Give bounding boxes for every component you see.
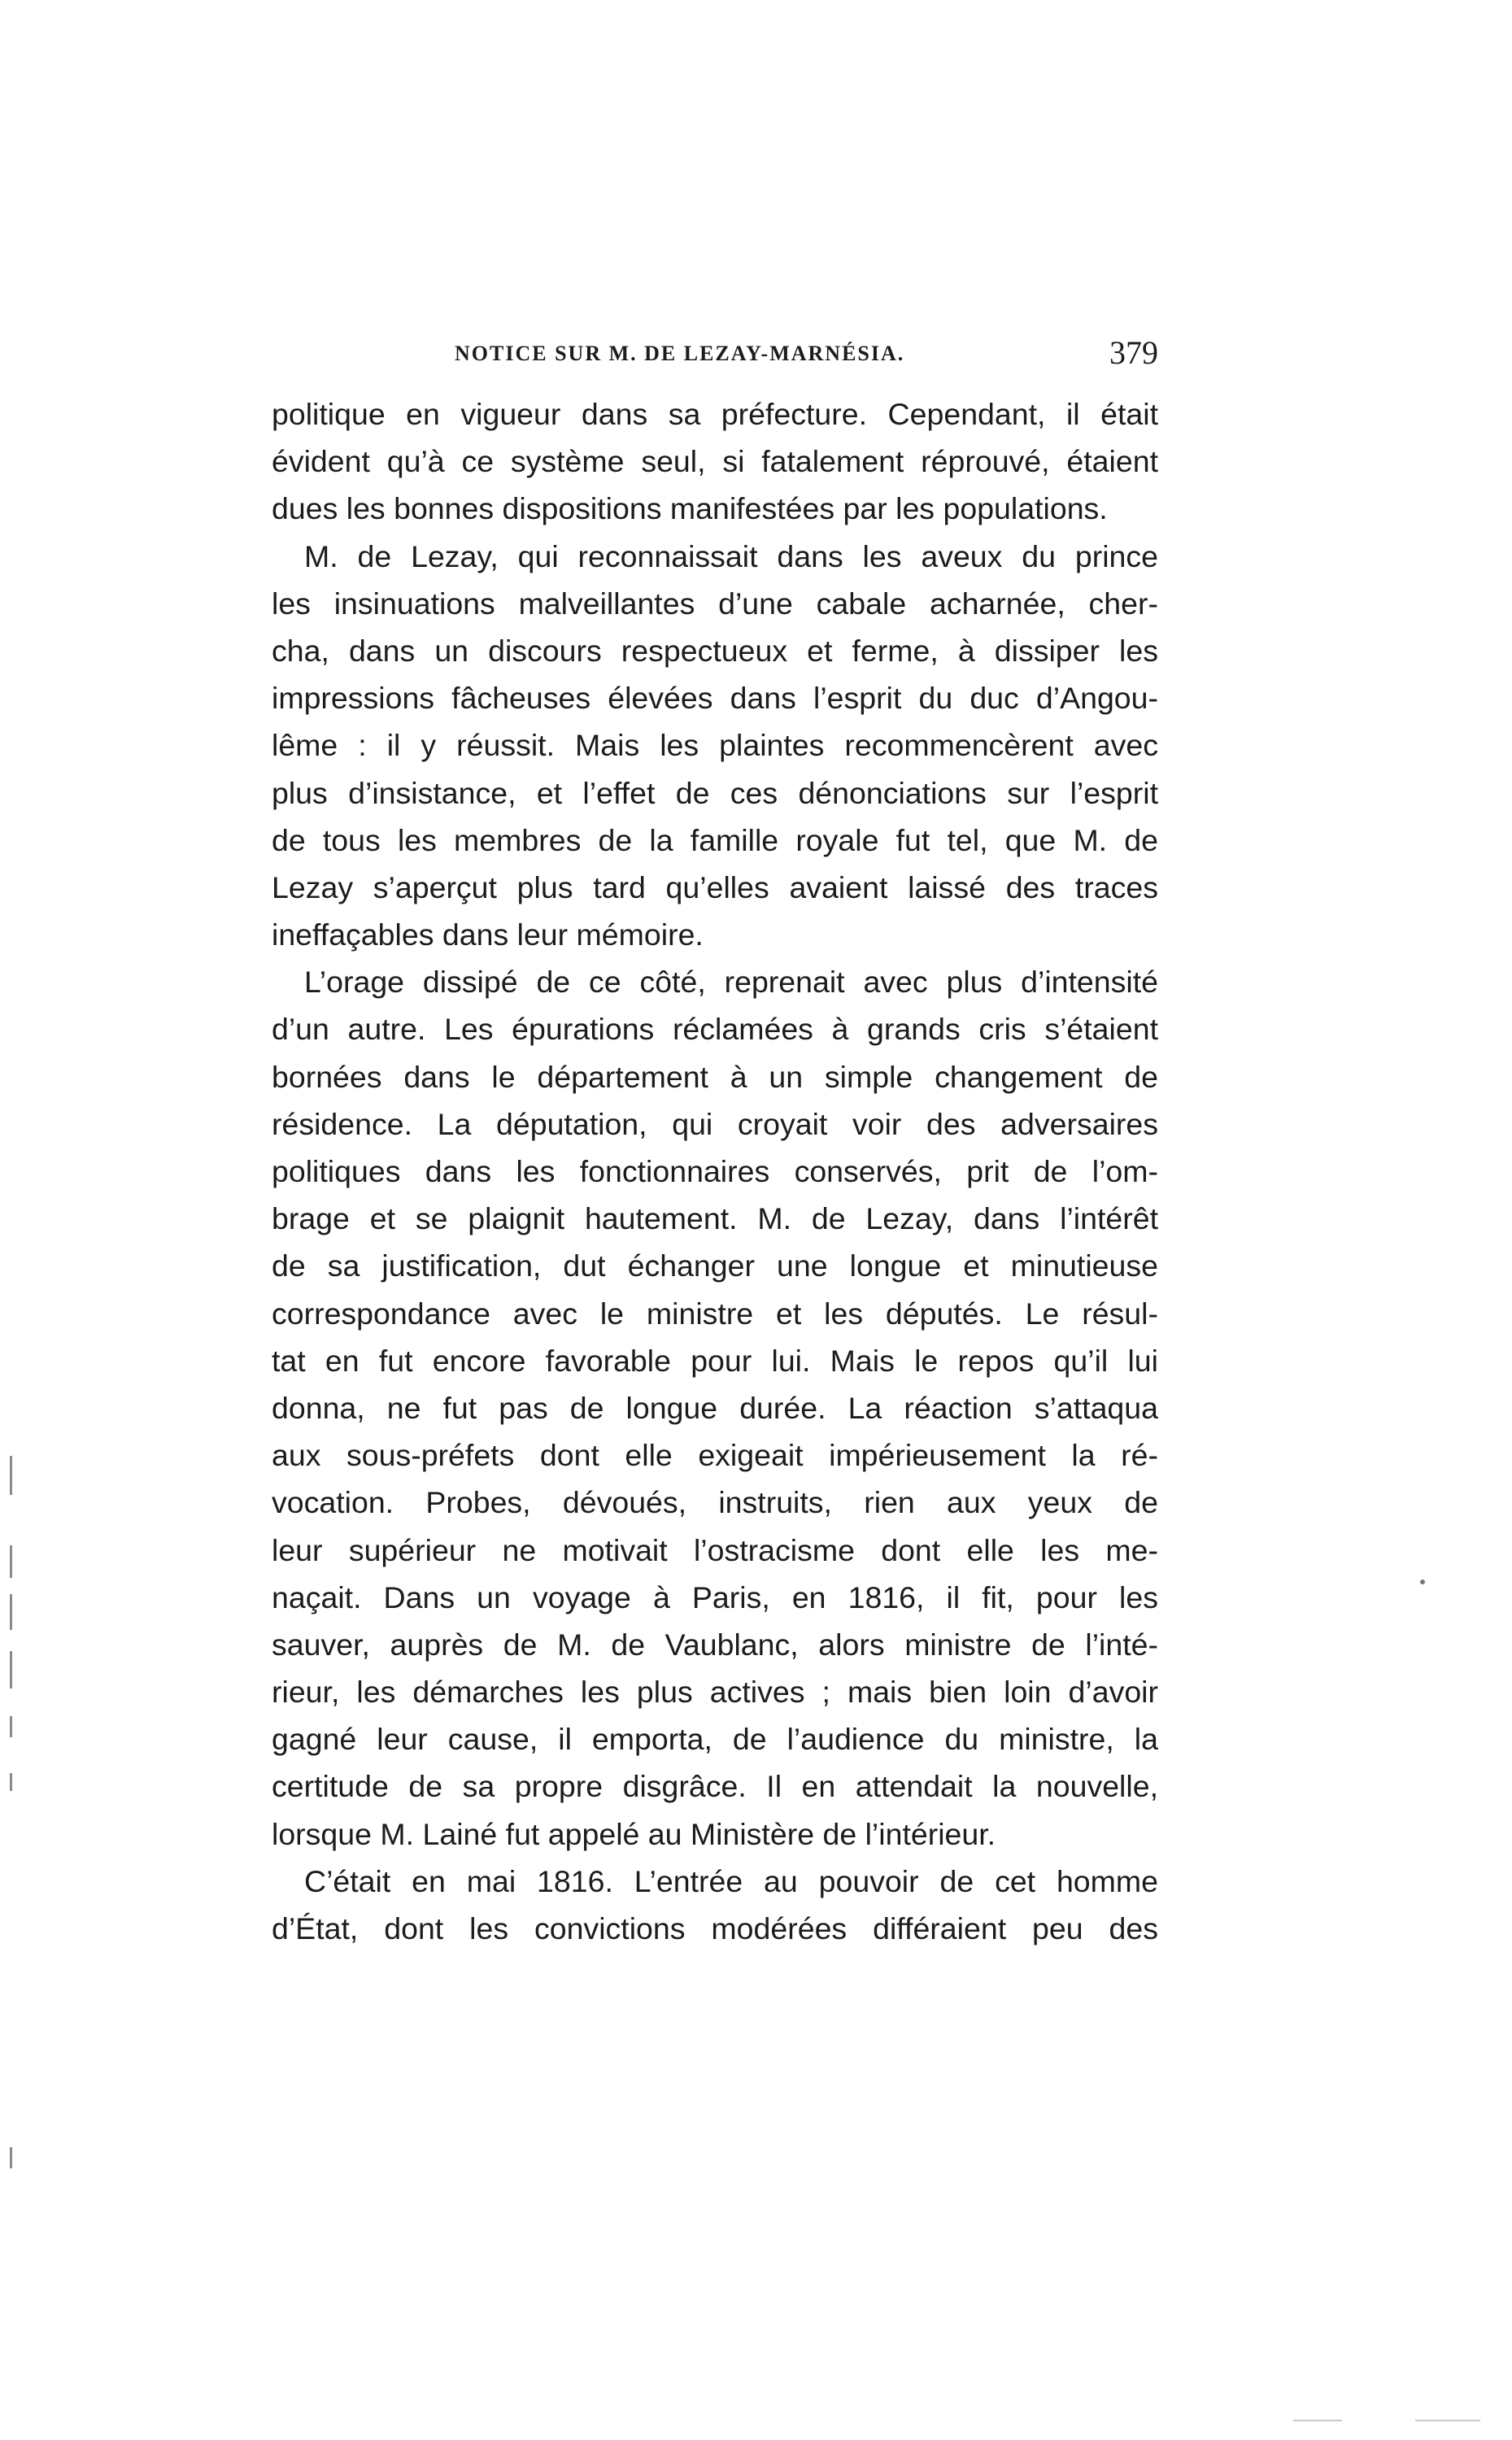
text-line: donna, ne fut pas de longue durée. La réaction s’attaqua bbox=[272, 1390, 1158, 1425]
text-line: politique en vigueur dans sa préfecture. Cependant, il était bbox=[272, 397, 1158, 431]
text-line: de tous les membres de la famille royale fut tel, que M. de bbox=[272, 822, 1158, 857]
text-line: d’État, dont les convictions modérées différaient peu des bbox=[272, 1911, 1158, 1945]
text-line: bornées dans le département à un simple changement de bbox=[272, 1059, 1158, 1094]
scan-edge-mark bbox=[1293, 2420, 1342, 2421]
scan-margin-mark bbox=[10, 1594, 12, 1630]
text-line: vocation. Probes, dévoués, instruits, rien aux yeux de bbox=[272, 1485, 1158, 1520]
text-line: L’orage dissipé de ce côté, reprenait avec plus d’intensité bbox=[304, 965, 1158, 1000]
text-line: d’un autre. Les épurations réclamées à grands cris s’étaient bbox=[272, 1012, 1158, 1047]
text-line: rieur, les démarches les plus actives ; mais bien loin d’avoir bbox=[272, 1675, 1158, 1710]
text-line: naçait. Dans un voyage à Paris, en 1816, il fit, pour les bbox=[272, 1579, 1158, 1614]
scan-edge-mark bbox=[1415, 2420, 1480, 2421]
text-line: gagné leur cause, il emporta, de l’audience du ministre, la bbox=[272, 1722, 1158, 1757]
text-line: leur supérieur ne motivait l’ostracisme dont elle les me- bbox=[272, 1532, 1158, 1567]
text-line: ineffaçables dans leur mémoire. bbox=[272, 917, 704, 952]
body-text bbox=[272, 390, 1158, 1952]
text-line: correspondance avec le ministre et les députés. Le résul- bbox=[272, 1296, 1158, 1331]
text-line: les insinuations malveillantes d’une cabale acharnée, cher- bbox=[272, 586, 1158, 621]
text-line: lême : il y réussit. Mais les plaintes recommencèrent avec bbox=[272, 728, 1158, 763]
text-line: Lezay s’aperçut plus tard qu’elles avaient laissé des traces bbox=[272, 869, 1158, 904]
scan-margin-mark bbox=[10, 1545, 12, 1578]
text-line: impressions fâcheuses élevées dans l’esprit du duc d’Angou- bbox=[272, 681, 1158, 716]
text-line: évident qu’à ce système seul, si fatalement réprouvé, étaient bbox=[272, 444, 1158, 479]
text-line: C’était en mai 1816. L’entrée au pouvoir de cet homme bbox=[304, 1863, 1158, 1898]
scan-margin-mark bbox=[10, 1456, 12, 1495]
text-line: de sa justification, dut échanger une longue et minutieuse bbox=[272, 1248, 1158, 1283]
page-header bbox=[272, 329, 1158, 377]
text-line: tat en fut encore favorable pour lui. Mais le repos qu’il lui bbox=[272, 1343, 1158, 1378]
text-line: aux sous-préfets dont elle exigeait impérieusement la ré- bbox=[272, 1438, 1158, 1473]
text-line: plus d’insistance, et l’effet de ces dénonciations sur l’esprit bbox=[272, 775, 1158, 810]
text-line: dues les bonnes dispositions manifestées par les populations. bbox=[272, 491, 1108, 526]
text-line: M. de Lezay, qui reconnaissait dans les aveux du prince bbox=[304, 538, 1158, 573]
page-number: 379 bbox=[1109, 334, 1158, 371]
scan-speck bbox=[1420, 1579, 1425, 1584]
text-line: cha, dans un discours respectueux et ferme, à dissiper les bbox=[272, 633, 1158, 668]
text-line: sauver, auprès de M. de Vaublanc, alors ministre de l’inté- bbox=[272, 1627, 1158, 1662]
scan-margin-mark bbox=[10, 2147, 12, 2168]
text-line: certitude de sa propre disgrâce. Il en attendait la nouvelle, bbox=[272, 1769, 1158, 1804]
text-line: lorsque M. Lainé fut appelé au Ministère de l’intérieur. bbox=[272, 1816, 996, 1851]
text-line: politiques dans les fonctionnaires conservés, prit de l’om- bbox=[272, 1154, 1158, 1188]
running-head: NOTICE SUR M. DE LEZAY-MARNÉSIA. bbox=[455, 342, 905, 365]
scan-margin-mark bbox=[10, 1651, 12, 1688]
scan-margin-mark bbox=[10, 1773, 12, 1791]
text-line: brage et se plaignit hautement. M. de Lezay, dans l’intérêt bbox=[272, 1201, 1158, 1236]
text-line: résidence. La députation, qui croyait voir des adversaires bbox=[272, 1106, 1158, 1141]
scan-margin-mark bbox=[10, 1716, 12, 1737]
